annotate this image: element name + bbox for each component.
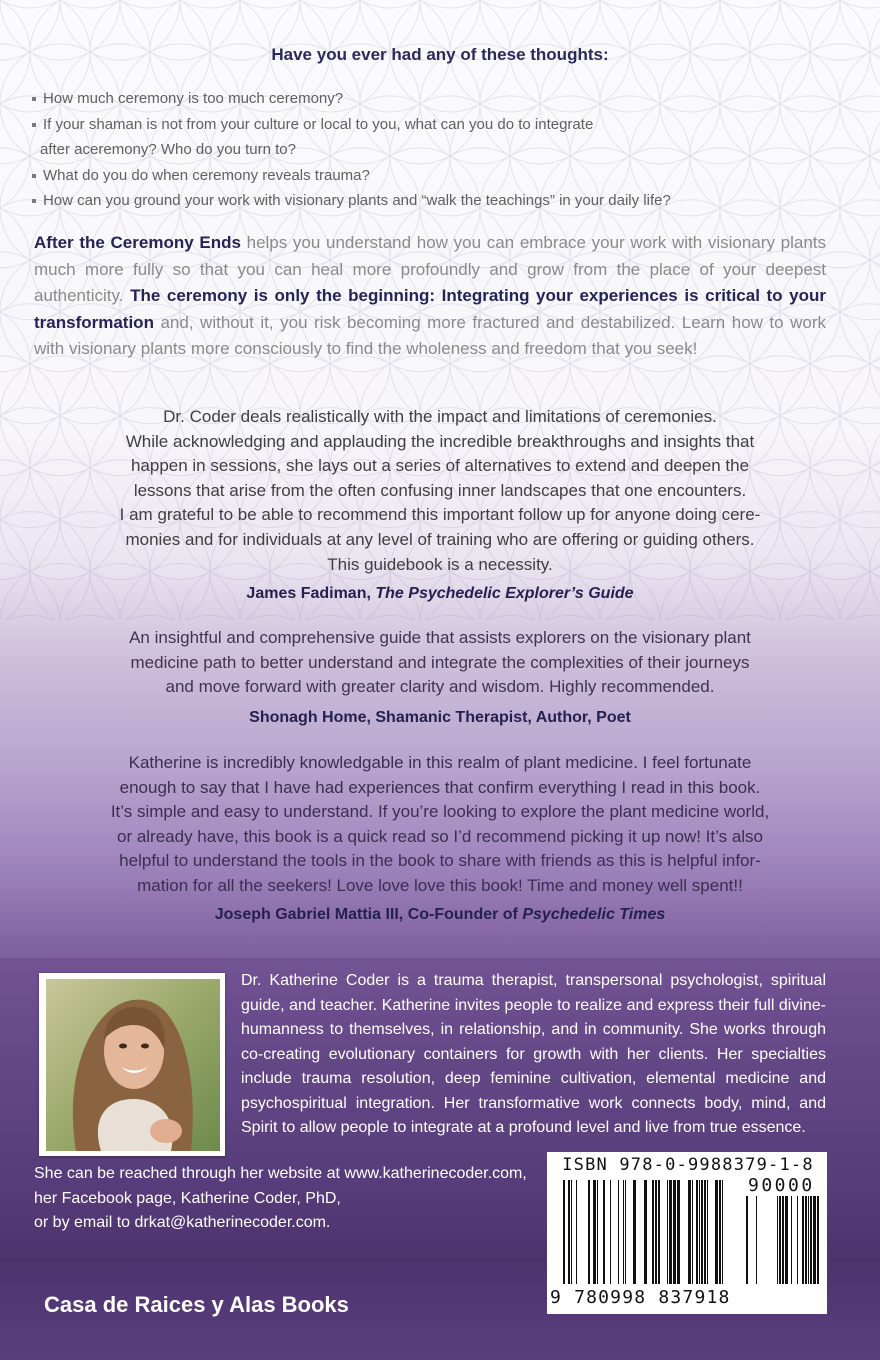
barcode-bar — [722, 1180, 723, 1284]
author-contact — [34, 1162, 554, 1236]
barcode-bar — [688, 1180, 691, 1284]
pattern-circle — [840, 148, 880, 268]
pattern-circle — [0, 615, 90, 620]
description-emphasis: The ceremony is only the beginning: Integrating your experiences is critical to your transformation — [34, 286, 826, 332]
barcode-bar — [719, 1180, 721, 1284]
endorsement-author: Shonagh Home, Shamanic Therapist, Author, Poet — [249, 709, 631, 726]
barcode-bar — [791, 1196, 792, 1284]
pattern-circle — [0, 96, 30, 216]
barcode-bar — [625, 1180, 626, 1284]
description-text: and, without it, you risk becoming more fractured and destabilized. Learn how to work with visionary plants more consciously to find the wholeness and freedom that you seek! — [34, 312, 826, 358]
pattern-circle — [870, 0, 880, 8]
barcode-bar — [610, 1180, 611, 1284]
barcode-bar — [797, 1196, 798, 1284]
barcode-bar — [692, 1180, 693, 1284]
pattern-circle — [390, 0, 510, 8]
barcode-bar — [777, 1196, 778, 1284]
endorsement-quote: Dr. Coder deals realistically with the impact and limitations of ceremonies. While acknowledging and applauding the incredible breakthroughs and insights that happen in sessions, she lays out a series of alternatives to extend and deepen the lessons that arise from the often confusing inner landscapes that one encounters. I am grateful to be able to recommend this important follow up for anyone doing cere- monies and for individuals at any level of training who are offering or guiding others. This guidebook is a necessity. — [119, 407, 761, 574]
barcode-bar — [715, 1180, 718, 1284]
barcode-bar — [817, 1196, 819, 1284]
author-bio: Dr. Katherine Coder is a trauma therapist, transpersonal psychologist, spiritual guide, and teacher. Katherine invites people to realize and express their full divine-humanness to themselves, in relationship, and in community. She works through co-creating evolutionary containers for growth with her clients. Her specialties include trauma resolution, deep feminine cultivation, elemental medicine and psychospiritual integration. Her transformative work connects body, mind, and Spirit to allow people to integrate at a profound level and live from true essence. — [241, 972, 826, 1136]
barcode-bar — [667, 1180, 668, 1284]
barcode-bar — [746, 1196, 748, 1284]
barcode-bar — [633, 1180, 636, 1284]
pattern-circle — [330, 0, 450, 8]
barcode-bar — [813, 1196, 816, 1284]
description-text: helps you understand how you can embrace your work with visionary plants much more fully so that you can heal more profoundly and grow from the place of your deepest authenticity. — [34, 233, 826, 305]
book-description — [34, 230, 826, 363]
pattern-circle — [30, 0, 150, 8]
list-item: If your shaman is not from your culture or local to you, what can you do to integrate — [32, 112, 832, 138]
author-photo — [46, 979, 220, 1151]
pattern-circle — [870, 200, 880, 320]
barcode-bar — [704, 1180, 706, 1284]
endorsement-quote: An insightful and comprehensive guide that assists explorers on the visionary plant medicine path to better understand and integrate the complexities of their journeys and move forward with greater clarity and wisdom. Highly recommended. — [129, 628, 751, 697]
barcode-bar — [673, 1180, 676, 1284]
barcode-bar — [644, 1180, 647, 1284]
barcode-bar — [669, 1180, 672, 1284]
endorsement-author: James Fadiman, The Psychedelic Explorer’s Guide — [246, 585, 634, 602]
list-item: What do you do when ceremony reveals trauma? — [32, 163, 832, 189]
barcode-bar — [707, 1180, 708, 1284]
book-title: After the Ceremony Ends — [34, 233, 241, 252]
pattern-circle — [630, 0, 750, 8]
endorsement-quote: Katherine is incredibly knowledgable in this realm of plant medicine. I feel fortunate enough to say that I have had experiences that confirm everything I read in this book. It’s simple and easy to understand. If you’re looking to explore the plant medicine world, or already have, this book is a quick read so I’d recommend picking it up now! It’s also helpful to understand the tools in the book to share with friends as this is helpful infor- mation for all the seekers! Love love love this book! Time and money well spent!! — [110, 753, 770, 895]
pattern-circle — [0, 408, 30, 528]
thoughts-heading: Have you ever had any of these thoughts: — [271, 45, 609, 64]
pattern-circle — [0, 304, 30, 424]
list-item: after aceremony? Who do you turn to? — [40, 141, 296, 158]
list-item: How can you ground your work with visionary plants and “walk the teachings” in your daily life? — [32, 188, 832, 214]
barcode-bar — [563, 1180, 565, 1284]
pattern-circle — [840, 252, 880, 372]
pattern-circle — [510, 0, 630, 8]
barcode-bar — [677, 1180, 680, 1284]
barcode-bar — [802, 1196, 804, 1284]
barcode-bar — [571, 1180, 572, 1284]
pattern-circle — [0, 200, 30, 320]
contact-email: or by email to drkat@katherinecoder.com. — [34, 1214, 331, 1231]
pattern-circle — [450, 0, 570, 8]
barcode-bar — [597, 1180, 598, 1284]
pattern-circle — [270, 0, 390, 8]
barcode-bar — [568, 1180, 570, 1284]
pattern-circle — [750, 0, 870, 8]
barcode-bar — [658, 1180, 660, 1284]
price-addon-number: 90000 — [748, 1175, 815, 1196]
barcode-bar — [699, 1180, 700, 1284]
barcode-bar — [603, 1180, 605, 1284]
pattern-circle — [150, 0, 270, 8]
barcode-bar — [808, 1196, 809, 1284]
barcode-bar — [593, 1180, 596, 1284]
pattern-circle — [870, 408, 880, 528]
pattern-circle — [870, 304, 880, 424]
barcode-bar — [805, 1196, 807, 1284]
contact-facebook: her Facebook page, Katherine Coder, PhD, — [34, 1189, 341, 1207]
barcode-bar — [810, 1196, 812, 1284]
barcode-bar — [655, 1180, 657, 1284]
endorsement-author: Joseph Gabriel Mattia III, Co-Founder of Psychedelic Times — [214, 906, 666, 923]
pattern-circle — [870, 96, 880, 216]
pattern-circle — [840, 356, 880, 476]
ean-number: 9 780998 837918 — [550, 1287, 731, 1308]
author-portrait — [46, 979, 220, 1151]
barcode-bar — [701, 1180, 703, 1284]
contact-website: She can be reached through her website at www.katherinecoder.com, — [34, 1165, 527, 1182]
barcode-bar — [756, 1196, 757, 1284]
isbn-text: ISBN 978-0-9988379-1-8 — [562, 1155, 814, 1175]
barcode-bar — [588, 1180, 590, 1284]
pattern-circle — [210, 0, 330, 8]
pattern-circle — [90, 0, 210, 8]
thoughts-list — [32, 86, 832, 214]
barcode-bar — [696, 1180, 698, 1284]
pattern-circle — [840, 460, 880, 580]
pattern-circle — [690, 0, 810, 8]
barcode-bar — [785, 1196, 788, 1284]
pattern-circle — [0, 0, 30, 8]
pattern-circle — [570, 0, 690, 8]
barcode-bar — [782, 1196, 784, 1284]
barcode-bar — [576, 1180, 577, 1284]
barcode-bar — [618, 1180, 619, 1284]
barcode-bar — [623, 1180, 624, 1284]
publisher-name: Casa de Raices y Alas Books — [44, 1292, 349, 1317]
barcode-bar — [652, 1180, 654, 1284]
barcode-bar — [779, 1196, 781, 1284]
list-item: How much ceremony is too much ceremony? — [32, 86, 832, 112]
